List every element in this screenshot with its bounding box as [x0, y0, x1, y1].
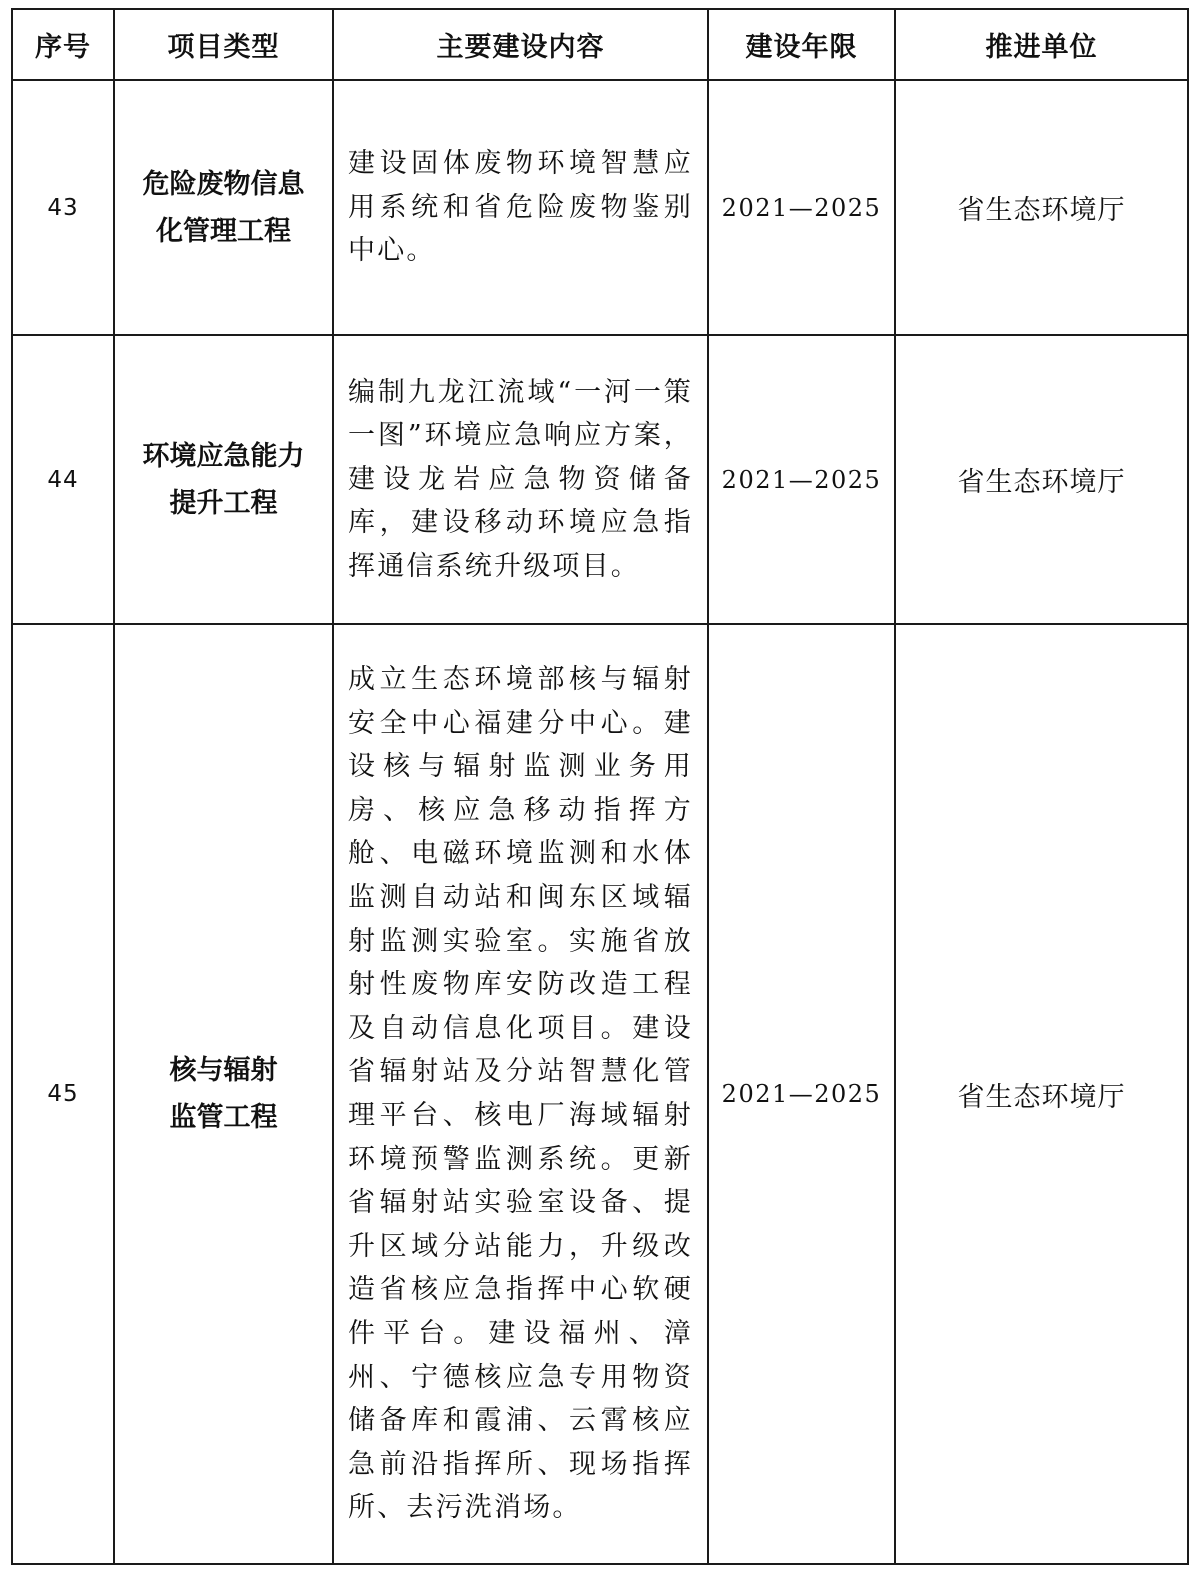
project-table: [11, 8, 1189, 1565]
row-main-content: 成立生态环境部核与辐射安全中心福建分中心。建设核与辐射监测业务用房、核应急移动指挥方舱、电磁环境监测和水体监测自动站和闽东区域辐射监测实验室。实施省放射性废物库安防改造工程及自动信息化项目。建设省辐射站及分站智慧化管理平台、核电厂海域辐射环境预警监测系统。更新省辐射站实验室设备、提升区域分站能力，升级改造省核应急指挥中心软硬件平台。建设福州、漳州、宁德核应急专用物资储备库和霞浦、云霄核应急前沿指挥所、现场指挥所、去污洗消场。: [348, 664, 693, 1524]
row-main-content: 建设固体废物环境智慧应用系统和省危险废物鉴别中心。: [348, 148, 693, 267]
project-type-line: 环境应急能力: [142, 440, 305, 472]
row-content-cell: [333, 335, 708, 624]
table-header-row: [12, 9, 1188, 80]
table-row: [12, 335, 1188, 624]
row-serial-number: 44: [12, 335, 114, 624]
header-responsible-unit: 推进单位: [895, 9, 1188, 80]
row-construction-period: 2021—2025: [708, 335, 895, 624]
row-construction-period: 2021—2025: [708, 80, 895, 335]
header-main-content: 主要建设内容: [333, 9, 708, 80]
row-content-cell: [333, 624, 708, 1564]
row-main-content: 编制九龙江流域“一河一策一图”环境应急响应方案，建设龙岩应急物资储备库，建设移动环境应急指挥通信系统升级项目。: [348, 376, 693, 582]
header-project-type: 项目类型: [114, 9, 333, 80]
table-row: [12, 80, 1188, 335]
row-content-cell: [333, 80, 708, 335]
header-construction-period: 建设年限: [708, 9, 895, 80]
row-responsible-unit: 省生态环境厅: [895, 80, 1188, 335]
project-type-line: 危险废物信息: [142, 168, 305, 200]
row-serial-number: 43: [12, 80, 114, 335]
row-responsible-unit: 省生态环境厅: [895, 335, 1188, 624]
row-project-type: [114, 335, 333, 624]
row-construction-period: 2021—2025: [708, 624, 895, 1564]
project-type-line: 监管工程: [169, 1102, 278, 1133]
project-type-line: 核与辐射: [169, 1055, 278, 1086]
row-serial-number: 45: [12, 624, 114, 1564]
row-project-type: [114, 624, 333, 1564]
project-type-line: 化管理工程: [156, 215, 291, 247]
header-serial-number: 序号: [12, 9, 114, 80]
row-project-type: [114, 80, 333, 335]
row-responsible-unit: 省生态环境厅: [895, 624, 1188, 1564]
project-type-line: 提升工程: [169, 487, 278, 519]
table-row: [12, 624, 1188, 1564]
